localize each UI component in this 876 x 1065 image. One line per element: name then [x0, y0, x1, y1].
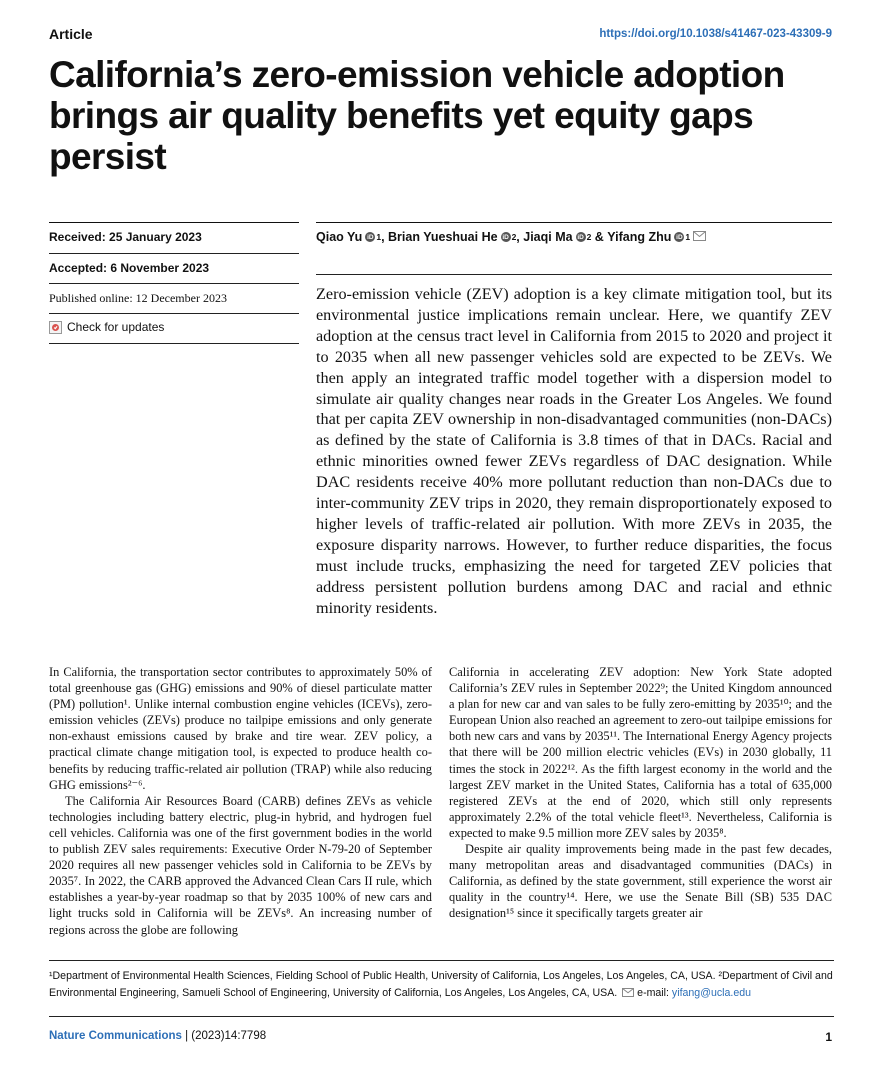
orcid-icon[interactable]: iD [367, 233, 374, 241]
author-affiliation: 2 [511, 232, 517, 242]
body-paragraph: California in accelerating ZEV adoption: New York State adopted California’s ZEV rules in September 2022⁹; the United Kingdom announced a plan for new car and van sales to be fully zero-emitting by 2035¹⁰; and the European Union also reached an agreement to zero-out tailpipe emissions for both new cars and vans by 2035¹¹. The International Energy Agency projects that there will be 200 million electric vehicles (EVs) in 2030 globally, 11 times the stock in 2022¹². As the fifth largest economy in the world and the largest ZEV market in the United States, California has a total of 635,000 registered ZEVs at the end of 2020, which still only represents approximately 2.2% of the total vehicle fleet¹³. Nevertheless, California is expected to make 9.5 million more ZEV sales by 2035⁸. [449, 665, 832, 840]
author-separator: & [591, 230, 608, 244]
body-paragraph: Despite air quality improvements being made in the past few decades, many metropolitan areas and disadvantaged communities (DACs) in California, as defined by the state government, still experience the worst air quality in the country¹⁴. Here, we use the Senate Bill (SB) 535 DAC designation¹⁵ since it specifically targets greater air [449, 842, 832, 921]
doi-link[interactable]: https://doi.org/10.1038/s41467-023-43309-9 [599, 28, 832, 40]
body-paragraph: The California Air Resources Board (CARB) defines ZEVs as vehicle technologies including battery electric, plug-in hybrid, and hydrogen fuel cell vehicles. California was one of the first government bodies in the world to publish ZEV sales requirements: Executive Order N-79-20 of September 2020 requires all new passenger vehicles sold in California to be ZEVs by 2035⁷. In 2022, the CARB approved the Advanced Clean Cars II rule, which establishes a year-by-year roadmap so that by 2035 100% of new cars and light trucks sold in California will be ZEVs⁸. An increasing number of regions across the globe are following [49, 793, 432, 937]
divider-received [49, 253, 299, 254]
divider-accepted [49, 283, 299, 284]
email-label: e-mail: [637, 987, 669, 999]
body-paragraph: In California, the transportation sector contributes to approximately 50% of total greenhouse gas (GHG) emissions and 90% of diesel particulate matter (PM) pollution¹. Unlike internal combustion engine vehicles (ICEVs), zero-emission vehicles (ZEVs) produce no tailpipe emissions and only generate non-exhaust emissions caused by brake and tire wear. ZEV policy, a practical climate change mitigation tool, is expected to produce health co-benefits by reducing traffic-related air pollution (TRAP) while also reducing GHG emissions²⁻⁶. [49, 665, 432, 792]
mail-icon [622, 988, 634, 997]
footer-citation [49, 1030, 266, 1042]
accepted-date: Accepted: 6 November 2023 [49, 261, 210, 275]
divider-right-top [316, 222, 832, 223]
divider-left-top [49, 222, 299, 223]
check-updates-icon [49, 321, 62, 334]
author-name[interactable]: Jiaqi Ma [523, 230, 573, 244]
author-name[interactable]: Brian Yueshuai He [388, 230, 498, 244]
orcid-icon[interactable]: iD [676, 233, 683, 241]
author-separator: , [516, 230, 524, 244]
author-name[interactable]: Qiao Yu [316, 230, 363, 244]
author-separator: , [381, 230, 389, 244]
body-column-left [49, 664, 432, 938]
article-type-label: Article [49, 26, 93, 42]
divider-abstract [316, 274, 832, 275]
orcid-icon[interactable]: iD [502, 233, 509, 241]
email-link[interactable]: yifang@ucla.edu [671, 987, 751, 999]
orcid-icon[interactable]: iD [577, 233, 584, 241]
received-date: Received: 25 January 2023 [49, 230, 202, 244]
abstract: Zero-emission vehicle (ZEV) adoption is a key climate mitigation tool, but its environmental justice implications remain unclear. Here, we quantify ZEV adoption at the census tract level in California from 2015 to 2020 and project it to 2035 when all new passenger vehicles sold are expected to be ZEVs. We then apply an integrated traffic model together with a dispersion model to simulate air quality changes near roads in the Greater Los Angeles. We found that per capita ZEV ownership in non-disadvantaged communities (non-DACs) as defined by the state of California is 3.8 times of that in DACs. Racial and ethnic minorities owned fewer ZEVs regardless of DAC designation. While DAC residents receive 40% more pollutant reduction than non-DACs due to inter-community ZEV trips in 2020, they remain disproportionately exposed to higher levels of traffic-related air pollution. With more ZEVs in 2035, the exposure disparity narrows. However, to further reduce disparities, the focus must include trucks, emphasizing the need for targeted ZEV policies that address persistent pollution burdens among DAC and racial and ethnic minority residents. [316, 285, 832, 617]
divider-footer [49, 1016, 834, 1017]
divider-published [49, 313, 299, 314]
article-title: California’s zero-emission vehicle adoption brings air quality benefits yet equity gaps persist [49, 54, 785, 177]
divider-updates [49, 343, 299, 344]
mail-icon[interactable] [693, 230, 706, 244]
author-affiliation: 1 [685, 232, 691, 242]
author-affiliation: 1 [376, 232, 382, 242]
check-updates-label: Check for updates [67, 320, 165, 334]
author-name[interactable]: Yifang Zhu [607, 230, 672, 244]
published-date: Published online: 12 December 2023 [49, 291, 227, 305]
affiliations-text: ¹Department of Environmental Health Sciences, Fielding School of Public Health, University of California, Los Angeles, Los Angeles, CA, USA. ²Department of Civil and Environmental Engineering, Samueli School of Engineering, University of California, Los Angeles, Los Angeles, CA, USA. [49, 970, 833, 999]
author-list [316, 230, 706, 244]
divider-footnote [49, 960, 834, 961]
journal-name[interactable]: Nature Communications [49, 1030, 182, 1042]
page-number: 1 [825, 1030, 832, 1044]
journal-issue: | (2023)14:7798 [181, 1030, 267, 1042]
author-affiliation: 2 [586, 232, 592, 242]
affiliations-footnote [49, 968, 834, 1002]
check-updates-button[interactable] [49, 320, 164, 334]
body-column-right [449, 664, 832, 922]
